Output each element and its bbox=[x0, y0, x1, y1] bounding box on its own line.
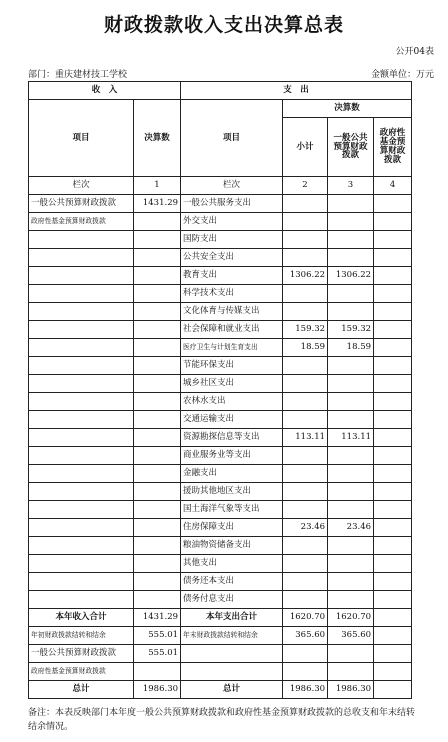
income-item bbox=[29, 339, 134, 357]
expense-fund bbox=[374, 537, 412, 555]
blank-cell bbox=[181, 645, 283, 663]
income-value bbox=[134, 357, 181, 375]
expense-fund bbox=[374, 429, 412, 447]
carryover-end-label: 年末财政拨款结转和结余 bbox=[181, 627, 283, 645]
expense-item: 交通运输支出 bbox=[181, 411, 283, 429]
table-row bbox=[29, 447, 412, 465]
table-row bbox=[29, 285, 412, 303]
grand-total-fund bbox=[374, 681, 412, 699]
expense-subtotal bbox=[283, 195, 328, 213]
expense-fund bbox=[374, 465, 412, 483]
grand-total-label: 总计 bbox=[29, 681, 134, 699]
grand-total-subtotal: 1986.30 bbox=[283, 681, 328, 699]
income-value bbox=[134, 213, 181, 231]
expense-fund bbox=[374, 321, 412, 339]
table-row bbox=[29, 267, 412, 285]
income-value bbox=[134, 411, 181, 429]
expense-general bbox=[328, 537, 374, 555]
table-row bbox=[29, 519, 412, 537]
table-row bbox=[29, 393, 412, 411]
expense-fund bbox=[374, 573, 412, 591]
column-index-4: 4 bbox=[374, 177, 412, 195]
carryover-fund-value bbox=[134, 663, 181, 681]
income-item-header: 项目 bbox=[29, 100, 134, 177]
footnote: 备注：本表反映部门本年度一般公共预算财政拨款和政府性基金预算财政拨款的总收支和年末结转结余情况。 bbox=[28, 708, 416, 732]
expense-item: 文化体育与传媒支出 bbox=[181, 303, 283, 321]
table-row bbox=[29, 573, 412, 591]
expense-general bbox=[328, 303, 374, 321]
expense-item-header: 项目 bbox=[181, 100, 283, 177]
expense-general bbox=[328, 249, 374, 267]
expense-fund bbox=[374, 519, 412, 537]
expense-item: 资源勘探信息等支出 bbox=[181, 429, 283, 447]
income-item bbox=[29, 231, 134, 249]
income-item bbox=[29, 303, 134, 321]
income-item bbox=[29, 321, 134, 339]
expense-item: 科学技术支出 bbox=[181, 285, 283, 303]
income-value bbox=[134, 429, 181, 447]
expense-item: 社会保障和就业支出 bbox=[181, 321, 283, 339]
expense-subtotal bbox=[283, 465, 328, 483]
income-value bbox=[134, 447, 181, 465]
expense-item: 金融支出 bbox=[181, 465, 283, 483]
income-value bbox=[134, 285, 181, 303]
expense-item: 外交支出 bbox=[181, 213, 283, 231]
expense-subtotal bbox=[283, 249, 328, 267]
income-value bbox=[134, 519, 181, 537]
carryover-end-subtotal: 365.60 bbox=[283, 627, 328, 645]
final-amount-header: 决算数 bbox=[283, 100, 412, 118]
expense-item: 城乡社区支出 bbox=[181, 375, 283, 393]
column-index-label: 栏次 bbox=[29, 177, 134, 195]
expense-header: 支 出 bbox=[181, 82, 412, 100]
expense-fund bbox=[374, 339, 412, 357]
expense-subtotal bbox=[283, 555, 328, 573]
expense-general: 1306.22 bbox=[328, 267, 374, 285]
income-item bbox=[29, 573, 134, 591]
income-amount-header: 决算数 bbox=[134, 100, 181, 177]
carryover-general-label: 一般公共预算财政拨款 bbox=[29, 645, 134, 663]
expense-fund bbox=[374, 213, 412, 231]
expense-subtotal bbox=[283, 411, 328, 429]
income-value bbox=[134, 267, 181, 285]
blank-cell bbox=[328, 645, 374, 663]
expense-general: 18.59 bbox=[328, 339, 374, 357]
expense-subtotal bbox=[283, 393, 328, 411]
expense-fund bbox=[374, 447, 412, 465]
total-expense-subtotal: 1620.70 bbox=[283, 609, 328, 627]
expense-general bbox=[328, 393, 374, 411]
expense-item: 医疗卫生与计划生育支出 bbox=[181, 339, 283, 357]
expense-subtotal bbox=[283, 357, 328, 375]
form-number: 公开04表 bbox=[395, 47, 434, 57]
blank-cell bbox=[374, 645, 412, 663]
carryover-general-value: 555.01 bbox=[134, 645, 181, 663]
blank-cell bbox=[181, 663, 283, 681]
expense-general bbox=[328, 411, 374, 429]
expense-item: 国土海洋气象等支出 bbox=[181, 501, 283, 519]
carryover-end-fund bbox=[374, 627, 412, 645]
expense-subtotal: 18.59 bbox=[283, 339, 328, 357]
table-row bbox=[29, 537, 412, 555]
income-value bbox=[134, 375, 181, 393]
table-row bbox=[29, 555, 412, 573]
income-item bbox=[29, 285, 134, 303]
expense-item: 一般公共服务支出 bbox=[181, 195, 283, 213]
expense-item: 住房保障支出 bbox=[181, 519, 283, 537]
expense-item: 粮油物资储备支出 bbox=[181, 537, 283, 555]
table-row bbox=[29, 249, 412, 267]
income-item bbox=[29, 267, 134, 285]
fund-budget-header: 政府性基金预算财政拨款 bbox=[374, 118, 412, 177]
income-value bbox=[134, 393, 181, 411]
income-item bbox=[29, 357, 134, 375]
income-item bbox=[29, 465, 134, 483]
expense-subtotal: 113.11 bbox=[283, 429, 328, 447]
carryover-begin-label: 年初财政拨款结转和结余 bbox=[29, 627, 134, 645]
table-row bbox=[29, 231, 412, 249]
income-item bbox=[29, 411, 134, 429]
income-item: 一般公共预算财政拨款 bbox=[29, 195, 134, 213]
income-value bbox=[134, 501, 181, 519]
expense-item: 商业服务业等支出 bbox=[181, 447, 283, 465]
expense-fund bbox=[374, 501, 412, 519]
expense-general bbox=[328, 231, 374, 249]
carryover-end-general: 365.60 bbox=[328, 627, 374, 645]
expense-general bbox=[328, 285, 374, 303]
expense-subtotal: 23.46 bbox=[283, 519, 328, 537]
expense-item: 债务付息支出 bbox=[181, 591, 283, 609]
expense-item: 援助其他地区支出 bbox=[181, 483, 283, 501]
income-value bbox=[134, 555, 181, 573]
expense-general bbox=[328, 195, 374, 213]
expense-fund bbox=[374, 555, 412, 573]
table-row bbox=[29, 339, 412, 357]
table-row bbox=[29, 591, 412, 609]
page-title: 财政拨款收入支出决算总表 bbox=[103, 14, 344, 36]
table-row bbox=[29, 357, 412, 375]
income-item bbox=[29, 519, 134, 537]
expense-general bbox=[328, 555, 374, 573]
expense-fund bbox=[374, 267, 412, 285]
expense-item: 农林水支出 bbox=[181, 393, 283, 411]
income-item bbox=[29, 501, 134, 519]
expense-item: 教育支出 bbox=[181, 267, 283, 285]
expense-item: 国防支出 bbox=[181, 231, 283, 249]
expense-subtotal bbox=[283, 375, 328, 393]
income-value bbox=[134, 339, 181, 357]
table-row bbox=[29, 411, 412, 429]
expense-general: 23.46 bbox=[328, 519, 374, 537]
blank-cell bbox=[283, 663, 328, 681]
blank-cell bbox=[328, 663, 374, 681]
income-header: 收 入 bbox=[29, 82, 181, 100]
income-value bbox=[134, 249, 181, 267]
expense-fund bbox=[374, 591, 412, 609]
income-value bbox=[134, 231, 181, 249]
table-row bbox=[29, 321, 412, 339]
income-item bbox=[29, 447, 134, 465]
expense-general bbox=[328, 591, 374, 609]
expense-general bbox=[328, 483, 374, 501]
grand-total-label-2: 总计 bbox=[181, 681, 283, 699]
expense-fund bbox=[374, 285, 412, 303]
expense-general bbox=[328, 375, 374, 393]
expense-fund bbox=[374, 195, 412, 213]
total-expense-label: 本年支出合计 bbox=[181, 609, 283, 627]
table-row bbox=[29, 303, 412, 321]
expense-general bbox=[328, 447, 374, 465]
expense-subtotal bbox=[283, 213, 328, 231]
income-item bbox=[29, 393, 134, 411]
income-item: 政府性基金预算财政拨款 bbox=[29, 213, 134, 231]
expense-general bbox=[328, 213, 374, 231]
income-item bbox=[29, 555, 134, 573]
income-value bbox=[134, 483, 181, 501]
table-row bbox=[29, 375, 412, 393]
expense-subtotal: 159.32 bbox=[283, 321, 328, 339]
table-row bbox=[29, 465, 412, 483]
expense-general: 113.11 bbox=[328, 429, 374, 447]
expense-item: 公共安全支出 bbox=[181, 249, 283, 267]
expense-item: 债务还本支出 bbox=[181, 573, 283, 591]
income-value bbox=[134, 591, 181, 609]
table-row bbox=[29, 195, 412, 213]
carryover-begin-value: 555.01 bbox=[134, 627, 181, 645]
expense-subtotal bbox=[283, 231, 328, 249]
income-value bbox=[134, 303, 181, 321]
expense-subtotal bbox=[283, 501, 328, 519]
total-income-label: 本年收入合计 bbox=[29, 609, 134, 627]
income-item bbox=[29, 591, 134, 609]
department-label: 部门：重庆建材技工学校 bbox=[28, 70, 128, 80]
column-index-3: 3 bbox=[328, 177, 374, 195]
column-index-label-2: 栏次 bbox=[181, 177, 283, 195]
table-row bbox=[29, 213, 412, 231]
expense-item: 其他支出 bbox=[181, 555, 283, 573]
total-expense-general: 1620.70 bbox=[328, 609, 374, 627]
expense-general bbox=[328, 465, 374, 483]
total-income-value: 1431.29 bbox=[134, 609, 181, 627]
expense-fund bbox=[374, 411, 412, 429]
expense-fund bbox=[374, 231, 412, 249]
expense-subtotal bbox=[283, 447, 328, 465]
blank-cell bbox=[374, 663, 412, 681]
blank-cell bbox=[283, 645, 328, 663]
expense-subtotal bbox=[283, 285, 328, 303]
column-index-1: 1 bbox=[134, 177, 181, 195]
expense-subtotal bbox=[283, 537, 328, 555]
table-row bbox=[29, 483, 412, 501]
expense-fund bbox=[374, 375, 412, 393]
expense-fund bbox=[374, 303, 412, 321]
expense-fund bbox=[374, 357, 412, 375]
income-value: 1431.29 bbox=[134, 195, 181, 213]
table-row bbox=[29, 501, 412, 519]
expense-general bbox=[328, 501, 374, 519]
carryover-fund-label: 政府性基金预算财政拨款 bbox=[29, 663, 134, 681]
grand-total-general: 1986.30 bbox=[328, 681, 374, 699]
income-value bbox=[134, 573, 181, 591]
income-value bbox=[134, 321, 181, 339]
general-budget-header: 一般公共预算财政拨款 bbox=[328, 118, 374, 177]
income-value bbox=[134, 465, 181, 483]
unit-label: 金额单位：万元 bbox=[370, 70, 434, 80]
expense-fund bbox=[374, 393, 412, 411]
expense-general bbox=[328, 573, 374, 591]
expense-subtotal: 1306.22 bbox=[283, 267, 328, 285]
grand-total-income: 1986.30 bbox=[134, 681, 181, 699]
income-item bbox=[29, 375, 134, 393]
expense-subtotal bbox=[283, 303, 328, 321]
total-expense-fund bbox=[374, 609, 412, 627]
expense-fund bbox=[374, 249, 412, 267]
expense-general: 159.32 bbox=[328, 321, 374, 339]
income-item bbox=[29, 537, 134, 555]
column-index-2: 2 bbox=[283, 177, 328, 195]
expense-subtotal bbox=[283, 591, 328, 609]
income-value bbox=[134, 537, 181, 555]
table-row bbox=[29, 429, 412, 447]
expense-general bbox=[328, 357, 374, 375]
expense-fund bbox=[374, 483, 412, 501]
income-item bbox=[29, 249, 134, 267]
budget-table bbox=[28, 81, 412, 699]
expense-subtotal bbox=[283, 573, 328, 591]
income-item bbox=[29, 429, 134, 447]
expense-subtotal bbox=[283, 483, 328, 501]
expense-item: 节能环保支出 bbox=[181, 357, 283, 375]
subtotal-header: 小计 bbox=[283, 118, 328, 177]
income-item bbox=[29, 483, 134, 501]
